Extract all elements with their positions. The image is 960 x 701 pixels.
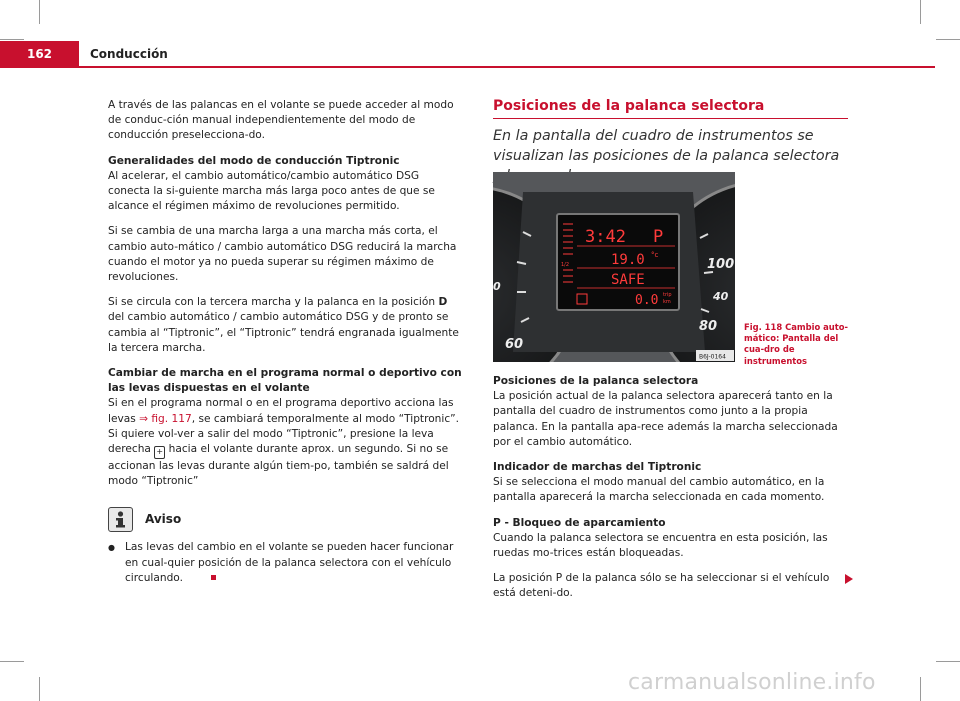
paragraph — [493, 571, 853, 601]
display-trip-unit: km — [663, 299, 671, 305]
right-column — [493, 374, 853, 612]
section-rule — [493, 118, 848, 119]
display-time: 3:42 — [585, 227, 626, 247]
subheading: Cambiar de marcha en el programa normal o deportivo con las levas dispuestas en el volante — [108, 367, 462, 395]
display-trip: 0.0 — [635, 293, 659, 308]
watermark: carmanualsonline.info — [628, 670, 876, 695]
gauge-label: 80 — [699, 319, 718, 334]
paragraph: La posición actual de la palanca selectora aparecerá tanto en la pantalla del cuadro de instrumentos como junto a la propia palanca. En la pantalla apa-rece además la marcha seleccionada por el cambio automático. — [493, 390, 838, 448]
figure-caption: Fig. 118 Cambio auto-mático: Pantalla del cua-dro de instrumentos — [744, 322, 848, 366]
page-title: Conducción — [90, 47, 168, 61]
gauge-label: 100 — [707, 257, 735, 272]
header-rule — [79, 66, 935, 68]
crop-mark — [920, 677, 921, 701]
paragraph: Si se cambia de una marcha larga a una marcha más corta, el cambio auto-mático / cambio automático DSG reducirá la marcha cuando el motor ya no pueda superar su régimen máximo de revoluciones. — [108, 225, 457, 284]
note-text — [125, 540, 464, 586]
section-intro: En la pantalla del cuadro de instrumentos se visualizan las posiciones de la palanca selectora — [493, 128, 840, 164]
text-run: hacia el volante durante aprox. un segundo. Si no se accionan las levas durante algún tiem-po, también se saldrá del modo “Tiptronic” — [108, 443, 449, 488]
subheading: Posiciones de la palanca selectora — [493, 375, 699, 387]
continue-arrow-icon — [845, 574, 853, 584]
paragraph — [108, 396, 464, 489]
figure-code: B6J-0164 — [699, 353, 726, 361]
gauge-label: 40 — [713, 290, 729, 303]
crop-mark — [936, 39, 960, 40]
crop-mark — [0, 39, 24, 40]
paragraph: A través de las palancas en el volante se puede acceder al modo de conduc-ción manual independientemente del modo de conducción preselecciona-do. — [108, 99, 454, 142]
subheading: P - Bloqueo de aparcamiento — [493, 516, 666, 529]
display-fuel-half: 1/2 — [561, 262, 570, 268]
crop-mark — [920, 0, 921, 24]
section-title: Posiciones de la palanca selectora — [493, 98, 765, 114]
text-run: Si se circula con la tercera marcha y la palanca en la posición — [108, 296, 439, 309]
display-gear: P — [653, 227, 664, 247]
gauge-label: 60 — [505, 337, 524, 352]
display-warning: SAFE — [611, 272, 645, 288]
list-item — [108, 540, 464, 586]
display-trip-label: trip — [663, 292, 672, 298]
gear-letter: D — [438, 296, 448, 309]
text-run: , se cambiará temporalmente al modo “Tiptronic”. Si quiere vol-ver a salir del modo “Tiptronic”, presione la leva derecha — [108, 412, 460, 456]
crop-mark — [0, 661, 24, 662]
text-run: La posición P de la palanca sólo se ha seleccionar si el vehículo está deteni-do. — [493, 572, 830, 600]
instrument-cluster-figure — [493, 172, 735, 362]
figure-link[interactable]: ⇒ fig. 117 — [139, 412, 192, 425]
note-heading — [108, 507, 464, 532]
display-temp-unit: °c — [651, 251, 659, 259]
info-note-icon — [108, 507, 133, 532]
left-column — [108, 98, 464, 586]
paragraph: Al acelerar, el cambio automático/cambio automático DSG conecta la si-guiente marcha más larga poco antes de que se alcance el régimen máximo de revoluciones permitido. — [108, 169, 435, 213]
plus-key-icon: + — [154, 446, 165, 459]
subheading: Indicador de marchas del Tiptronic — [493, 461, 702, 474]
note-label: Aviso — [145, 512, 182, 527]
text-run: Si en el programa normal o en el programa deportivo acciona las levas — [108, 397, 454, 425]
bullet-icon: ● — [108, 543, 115, 553]
paragraph: Si se selecciona el modo manual del cambio automático, en la pantalla aparecerá la marcha seleccionada en cada momento. — [493, 476, 825, 504]
paragraph — [108, 295, 464, 356]
crop-mark — [39, 677, 40, 701]
display-temp: 19.0 — [611, 252, 645, 268]
page-number: 162 — [0, 41, 79, 68]
end-marker-icon — [211, 575, 216, 580]
subheading: Generalidades del modo de conducción Tiptronic — [108, 154, 400, 167]
crop-mark — [39, 0, 40, 24]
gauge-label: 0 — [493, 280, 501, 293]
paragraph: Cuando la palanca selectora se encuentra en esta posición, las ruedas mo-trices están bloqueadas. — [493, 531, 828, 560]
text-run: del cambio automático / cambio automático DSG y de pronto se cambia al “Tiptronic”, el “Tiptronic” tendrá engranada igualmente la tercera marcha. — [108, 311, 459, 354]
text-run: Las levas del cambio en el volante se pueden hacer funcionar en cual-quier posición de la palanca selectora con el vehículo circulando. — [124, 541, 454, 584]
crop-mark — [936, 661, 960, 662]
